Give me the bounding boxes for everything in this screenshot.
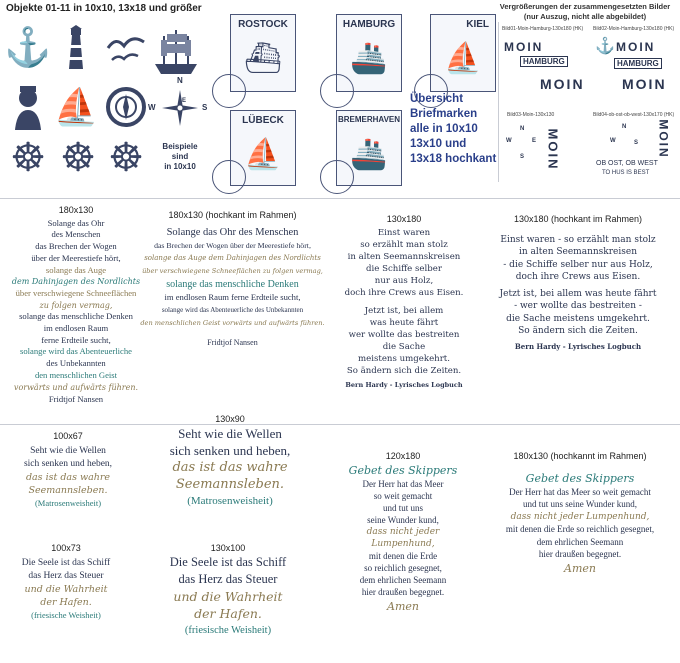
seagulls-svg: [104, 28, 148, 68]
ship-wheel-icon-2: ☸: [60, 136, 96, 180]
block5-source: (Matrosenweisheit): [34, 498, 102, 508]
stamp-kiel-label: KIEL: [466, 19, 489, 30]
stamp-hamburg-label: HAMBURG: [342, 19, 396, 30]
overview-line5: 13x18 hochkant: [410, 153, 497, 165]
enlargements-title-line1: Vergrößerungen der zusammengesetzten Bilder: [499, 2, 671, 11]
enlargements-divider: [498, 22, 499, 182]
block4-line: die Sache meistens umgekehrt.: [506, 313, 650, 324]
block1-line: Solange das Ohr: [47, 217, 105, 228]
beispiele-line1: Beispiele: [162, 142, 198, 151]
block2: [135, 209, 330, 349]
anchor-icon-2: ⚓: [595, 38, 615, 55]
block10-size: 180x130 (hochkannt im Rahmen): [513, 451, 647, 461]
block9-line: dem ehrlichen Seemann: [359, 575, 447, 585]
stamp-luebeck-label: LÜBECK: [242, 115, 284, 126]
block8-source: (friesische Weisheit): [184, 625, 272, 636]
enl3-w: W: [506, 138, 512, 144]
compass-s: S: [202, 103, 208, 112]
postmark-luebeck: [212, 160, 246, 194]
block2-line: Solange das Ohr des Menschen: [166, 227, 299, 238]
block9-line: so reichlich gesegnet,: [364, 563, 442, 573]
block9-line: mit denen die Erde: [368, 551, 438, 561]
block9-size: 120x180: [385, 451, 421, 461]
block6-line: Seht wie die Wellen: [178, 426, 282, 441]
block8-size: 130x100: [210, 543, 246, 553]
sailor-svg: [11, 84, 45, 130]
block2-line: das Brechen der Wogen über der Meerestiefe hört,: [154, 241, 311, 250]
row-divider-1: [0, 198, 680, 199]
block7-line: das Herz das Steuer: [28, 571, 104, 581]
block9-amen: Amen: [387, 600, 419, 613]
block2-line: im endlosen Raum ferne Erdteile sucht,: [164, 292, 301, 302]
block1: [0, 205, 152, 406]
block10-line: Der Herr hat das Meer so weit gemacht: [509, 486, 651, 497]
postmark-rostock: [212, 74, 246, 108]
block3-line: die Schiffe selber: [366, 264, 442, 274]
block6-size: 130x90: [215, 414, 245, 424]
compass-instrument-svg: [105, 86, 147, 128]
block3-line: doch ihre Crews aus Eisen.: [344, 288, 464, 298]
block10-amen: Amen: [564, 561, 596, 575]
block10-line: und tut uns seine Wunder kund,: [523, 499, 637, 509]
overview-line1: Übersicht: [410, 93, 464, 105]
overview-line2: Briefmarken: [410, 108, 478, 120]
block1-line: im endlosen Raum: [43, 323, 109, 334]
block5-line: Seht wie die Wellen: [30, 446, 106, 456]
block4-line: - wer wollte das bestreiten -: [514, 301, 642, 311]
block9-title: Gebet des Skippers: [348, 464, 458, 477]
block1-line: solange das menschliche Denken: [19, 311, 133, 322]
block7-size: 100x73: [51, 543, 81, 553]
block8-line: das Herz das Steuer: [178, 572, 278, 586]
lighthouse-svg: [63, 25, 89, 71]
block5-script: das ist das wahre: [25, 472, 111, 483]
moin-vertical-3: MOIN: [545, 128, 561, 171]
block9-line: so weit gemacht: [373, 491, 433, 501]
enlargement-3: [504, 120, 590, 182]
sailor-icon: [8, 82, 48, 132]
block10-line: hier draußen begegnet.: [538, 549, 622, 559]
block6-script: Seemannsleben.: [175, 477, 285, 492]
harbor-icon: 🚢: [350, 41, 388, 75]
block3-line: was heute fährt: [369, 318, 439, 328]
enlargements-title: [490, 2, 680, 22]
ship-icon: ⛴: [243, 41, 283, 75]
enl3-n: N: [520, 126, 525, 132]
enlargement-1: [504, 36, 590, 100]
block3-line: wer wollte das bestreiten: [348, 330, 460, 340]
enlargement-4: [596, 120, 676, 186]
seagulls-icon: [104, 24, 148, 72]
block10-line: mit denen die Erde so reichlich gesegnet,: [505, 524, 655, 534]
compass-rose: [148, 76, 208, 130]
block4-size: 130x180 (hochkant im Rahmen): [513, 214, 643, 224]
postmark-bremerhaven: [320, 160, 354, 194]
block7-line: Die Seele ist das Schiff: [21, 558, 111, 568]
block5-script: Seemannsleben.: [28, 485, 108, 496]
overview-text: [410, 92, 497, 167]
moin-top-1: MOIN: [504, 40, 544, 54]
overview-line4: 13x10 und: [410, 138, 467, 150]
enlargement-label-4: Bild04-ob-ost-ob-west-130x170 (HK): [593, 112, 675, 118]
block6: [135, 414, 325, 510]
block3-line: nur aus Holz,: [374, 276, 434, 286]
enl3-e: E: [532, 138, 537, 144]
block8: [130, 542, 326, 639]
block8-line: Die Seele ist das Schiff: [169, 555, 287, 569]
block8-script: der Hafen.: [194, 606, 262, 621]
block9-line: hier draußen begegnet.: [361, 587, 445, 597]
block10-title: Gebet des Skippers: [525, 471, 635, 485]
block3-line: Einst waren: [377, 228, 431, 238]
block1-size: 180x130: [58, 205, 94, 215]
block3-size: 130x180: [386, 214, 422, 224]
anchor-icon: ⚓: [4, 27, 52, 69]
compass-e: E: [182, 98, 187, 104]
block10: [482, 450, 678, 575]
enl4-n: N: [622, 124, 627, 130]
postmark-hamburg: [320, 74, 354, 108]
enlargement-2: [596, 36, 676, 100]
block2-line: solange wird das Abenteuerliche des Unbekannten: [161, 306, 304, 314]
hamburg-label-1: HAMBURG: [520, 56, 568, 67]
block7-script: und die Wahrheit: [24, 584, 108, 595]
block3-line: meistens umgekehrt.: [357, 354, 450, 364]
tall-ship-icon: ⛵: [444, 41, 482, 75]
block1-line: vorwärts und aufwärts führen.: [13, 382, 139, 392]
block2-line: solange das menschliche Denken: [166, 279, 299, 290]
beispiele-line3: in 10x10: [164, 162, 196, 171]
block3-line: so erzählt man stolz: [360, 240, 448, 250]
block4-line: - die Schiffe selber nur aus Holz,: [503, 259, 653, 270]
block9-line: Der Herr hat das Meer: [362, 479, 444, 489]
block3-author: Bern Hardy - Lyrisches Logbuch: [345, 381, 463, 389]
block5-size: 100x67: [53, 431, 83, 441]
block9-script: Lumpenhund,: [371, 539, 435, 549]
block9-line: seine Wunder kund,: [367, 515, 439, 525]
compass-rose-svg: [158, 86, 202, 130]
enl4-s: S: [634, 140, 639, 146]
block1-line: das Brechen der Wogen: [35, 241, 117, 252]
sailing-ship-svg: [151, 26, 201, 78]
block9-script: dass nicht jeder: [366, 527, 440, 537]
block2-line: solange das Auge dem Dahinjagen des Nordlichts: [144, 254, 321, 262]
overview-line3: alle in 10x10: [410, 123, 478, 135]
block3-line: So ändern sich die Zeiten.: [346, 366, 462, 376]
enlargement-label-3: Bild03-Moin-130x130: [507, 112, 555, 118]
block8-script: und die Wahrheit: [173, 589, 283, 604]
block7-source: (friesische Weisheit): [31, 610, 101, 620]
block1-line: solange das Auge: [45, 264, 107, 275]
enl4-w: W: [610, 138, 616, 144]
block6-script: das ist das wahre: [172, 460, 288, 475]
moin-top-2: MOIN: [616, 40, 656, 54]
block3-line: die Sache: [382, 342, 426, 352]
row-divider-2: [0, 424, 680, 425]
lighthouse-icon: [56, 24, 96, 72]
hamburg-label-2: HAMBURG: [614, 58, 662, 69]
block3-line: Jetzt ist, bei allem: [364, 306, 444, 316]
block4-line: Jetzt ist, bei allem was heute fährt: [499, 288, 657, 299]
block4-line: So ändern sich die Zeiten.: [518, 326, 638, 336]
block2-line: über verschwiegene Schneeflächen zu folgen vermag,: [142, 267, 323, 275]
page-title: Objekte 01-11 in 10x10, 13x18 und größer: [6, 3, 202, 14]
ship-wheel-icon-1: ☸: [10, 136, 46, 180]
beispiele-line2: sind: [171, 152, 189, 161]
enlargement-label-1: Bild01-Moin-Hamburg-130x180 (HK): [502, 26, 584, 32]
luebeck-ship-icon: ⛵: [244, 137, 282, 171]
moin-bottom-2: MOIN: [622, 76, 667, 92]
compass-w: W: [148, 103, 156, 112]
block4-line: doch ihre Crews aus Eisen.: [515, 272, 641, 282]
block1-line: über der Meerestiefe hört,: [31, 252, 121, 263]
stamp-bremerhaven-label: BREMERHAVEN: [337, 115, 401, 124]
block2-size: 180x130 (hochkant im Rahmen): [168, 210, 297, 220]
block9: [330, 450, 476, 613]
block10-script: dass nicht jeder Lumpenhund,: [510, 511, 650, 522]
moin-vertical-4: MOIN: [656, 119, 671, 159]
sailing-ship-icon: [150, 24, 202, 80]
block1-line: zu folgen vermag,: [39, 300, 113, 310]
block2-line: den menschlichen Geist vorwärts und aufwärts führen.: [140, 319, 325, 327]
block7: [6, 542, 126, 622]
enlargement-label-2: Bild02-Moin-Hamburg-130x180 (HK): [593, 26, 675, 32]
block4-line: Einst waren - so erzählt man stolz: [500, 234, 656, 245]
block2-author: Fridtjof Nansen: [207, 338, 258, 347]
lighthouse-stamp-icon: 🚢: [350, 137, 388, 171]
block1-author: Fridtjof Nansen: [48, 394, 104, 405]
to-hus-text: TO HUS IS BEST: [602, 170, 650, 176]
block6-line: sich senken und heben,: [169, 443, 291, 458]
block9-line: und tut uns: [382, 503, 423, 513]
compass-instrument-icon: [104, 82, 148, 132]
block1-line: den menschlichen Geist: [34, 369, 118, 380]
block6-source: (Matrosenweisheit): [187, 495, 273, 507]
sailboat-icon: ⛵: [53, 86, 99, 127]
block5-line: sich senken und heben,: [23, 459, 113, 469]
block10-line: dem ehrlichen Seemann: [536, 536, 624, 547]
enlargements-title-line2: (nur Auszug, nicht alle abgebildet): [523, 12, 647, 21]
block1-line: dem Dahinjagen des Nordlichts: [11, 277, 141, 287]
block1-line: über verschwiegene Schneeflächen: [15, 287, 137, 298]
block3-line: in alten Seemannskreisen: [347, 252, 461, 262]
block1-line: des Unbekannten: [46, 358, 106, 369]
beispiele-note: [152, 142, 208, 172]
block7-script: der Hafen.: [40, 597, 92, 608]
block4-author: Bern Hardy - Lyrisches Logbuch: [514, 341, 642, 351]
ship-wheel-icon-3: ☸: [108, 136, 144, 180]
block3: [334, 213, 474, 391]
stamp-rostock-label: ROSTOCK: [238, 19, 288, 30]
block4: [478, 213, 678, 353]
ob-ost-text: OB OST, OB WEST: [596, 160, 658, 167]
enl3-s: S: [520, 154, 525, 160]
block1-line: solange wird das Abenteuerliche: [20, 346, 132, 357]
block1-line: des Menschen: [51, 229, 101, 240]
block5: [8, 430, 128, 510]
compass-n: N: [177, 76, 183, 85]
block4-line: in alten Seemannskreisen: [518, 247, 637, 257]
moin-bottom-1: MOIN: [540, 76, 585, 92]
block1-line: ferne Erdteile sucht,: [41, 334, 111, 345]
